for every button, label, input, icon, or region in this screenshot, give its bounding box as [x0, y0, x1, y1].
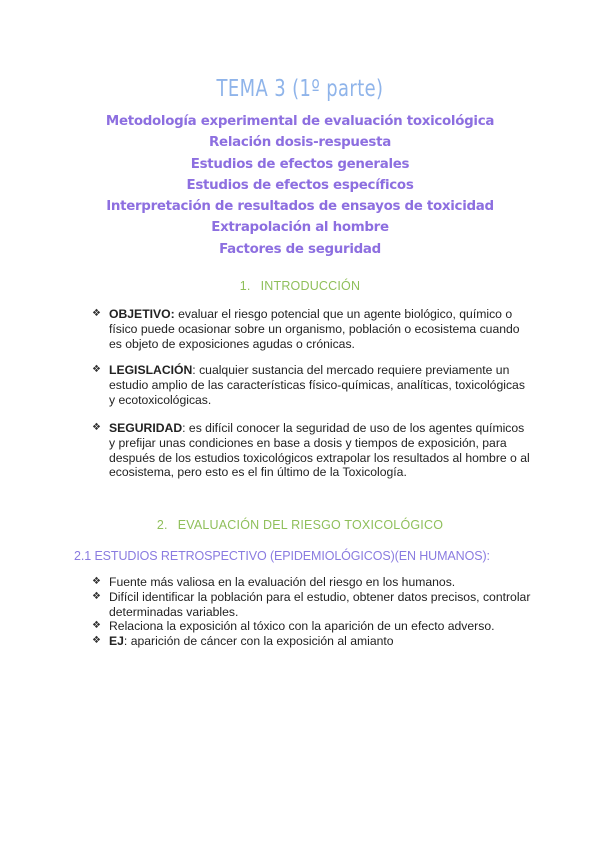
bullet-text: evaluar el riesgo potencial que un agente biológico, químico o físico puede ocasionar sobre un organismo, población o ecosistema cuando es objeto de exposiciones agudas o crónicas.	[109, 307, 520, 351]
bullet-text: : cualquier sustancia del mercado requiere previamente un estudio amplio de las características físico-químicas, analíticas, toxicológicas y ecotoxicológicas.	[109, 363, 525, 407]
bullet-text: : es difícil conocer la seguridad de uso de los agentes químicos y prefijar unas condiciones en base a dosis y tiempos de exposición, para después de los estudios toxicológicos extrapolar los resultados al hombre o al ecosistema, pero esto es el fin último de la Toxicología.	[109, 421, 530, 480]
section-1-heading	[0, 279, 600, 293]
bullet-label: SEGURIDAD	[109, 421, 183, 435]
topic-item: Estudios de efectos generales	[190, 156, 410, 172]
topic-item: Interpretación de resultados de ensayos de toxicidad	[106, 199, 494, 215]
bullet-objetivo	[92, 307, 532, 351]
page-title: TEMA 3 (1º parte)	[216, 76, 384, 102]
bullet-seguridad	[92, 421, 532, 480]
bullet-label: EJ	[109, 634, 124, 649]
topic-item: Factores de seguridad	[219, 241, 381, 257]
list-item	[92, 619, 532, 634]
list-item-text: : aparición de cáncer con la exposición al amianto	[123, 634, 394, 649]
list-item	[92, 634, 532, 649]
diamond-bullet-icon: ❖	[92, 576, 101, 587]
diamond-bullet-icon: ❖	[92, 590, 101, 602]
diamond-bullet-icon: ❖	[92, 308, 101, 319]
topic-item: Relación dosis-respuesta	[209, 135, 391, 151]
section-number: 2.	[156, 518, 168, 532]
diamond-bullet-icon: ❖	[92, 620, 101, 632]
topic-item: Metodología experimental de evaluación toxicológica	[105, 114, 495, 129]
list-item	[92, 590, 532, 620]
section-number: 1.	[239, 279, 251, 293]
list-item-text: Relaciona la exposición al tóxico con la aparición de un efecto adverso.	[109, 619, 495, 634]
topic-item: Estudios de efectos específicos	[186, 177, 414, 193]
list-item-text: Fuente más valiosa en la evaluación del riesgo en los humanos.	[109, 575, 456, 589]
diamond-bullet-icon: ❖	[92, 635, 101, 647]
topic-item: Extrapolación al hombre	[211, 220, 389, 236]
list-item-text: Difícil identificar la población para el estudio, obtener datos precisos, controlar determinadas variables.	[109, 589, 531, 619]
section-2-heading	[0, 518, 600, 532]
bullet-label: OBJETIVO:	[109, 307, 175, 321]
bullet-legislacion	[92, 363, 532, 407]
topic-list	[0, 111, 600, 260]
list-item	[92, 575, 532, 590]
bullet-label: LEGISLACIÓN	[109, 363, 193, 377]
subsection-list	[92, 575, 532, 649]
diamond-bullet-icon: ❖	[92, 364, 101, 375]
diamond-bullet-icon: ❖	[92, 422, 101, 433]
subsection-heading: 2.1 ESTUDIOS RETROSPECTIVO (EPIDEMIOLÓGICOS)(EN HUMANOS):	[74, 549, 490, 563]
section-title: INTRODUCCIÓN	[260, 279, 361, 293]
section-title: EVALUACIÓN DEL RIESGO TOXICOLÓGICO	[177, 518, 444, 532]
